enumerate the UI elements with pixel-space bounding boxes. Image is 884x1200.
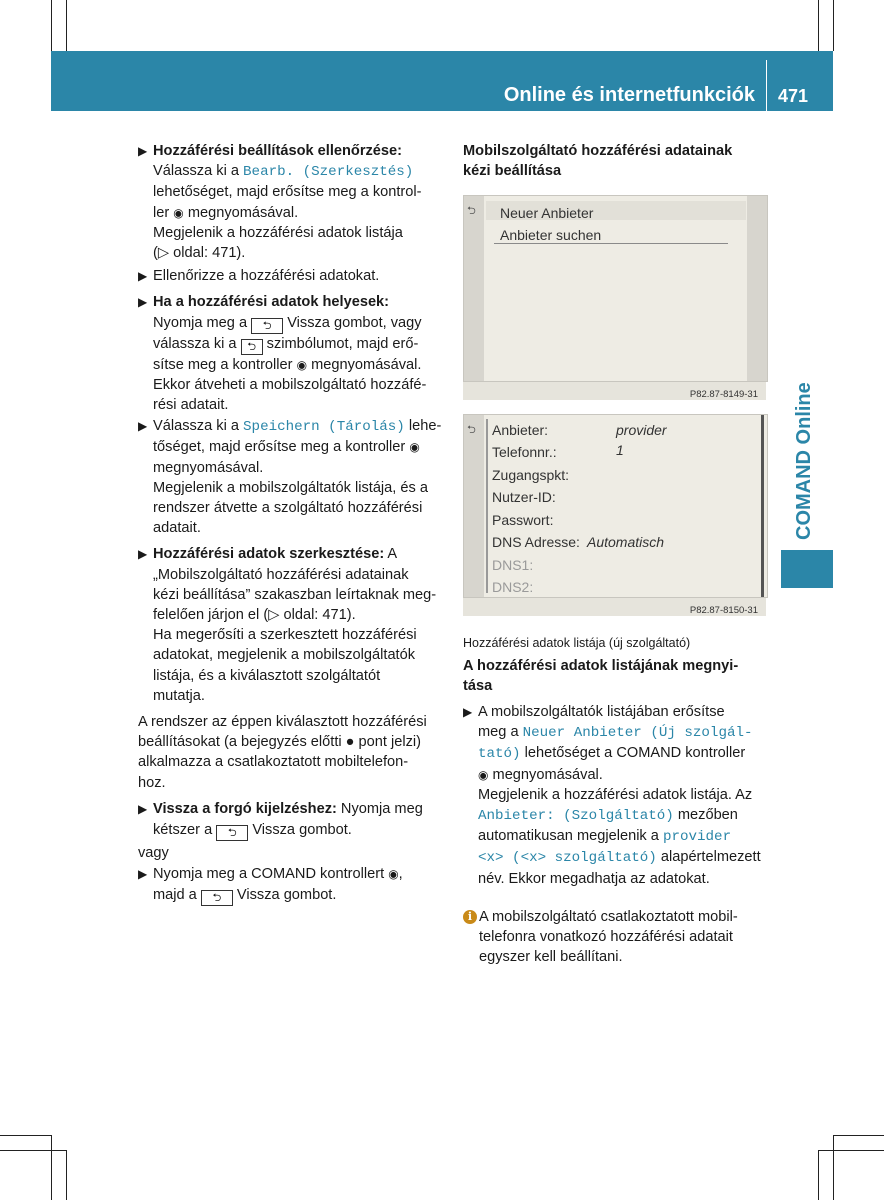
back-button-icon: ⮌ <box>216 825 248 841</box>
controller-press-icon: ◉ <box>296 357 308 372</box>
step-open-access-list: ▶ A mobilszolgáltatók listájában erősítse meg a Neuer Anbieter (Új szolgál- tató) lehetőséget a COMAND kontroller ◉ megnyomásával. Megjelenik a hozzáférési adatok listája. Az Anbieter: (Szolgáltató) mezőben automatikusan megjelenik a provider <x> (<x> szolgáltató) alapértelmezett név. Ekkor megadhatja az adatokat. <box>463 704 761 887</box>
back-symbol-icon: ⮌ <box>241 339 263 355</box>
step-verify: ▶ Ellenőrizze a hozzáférési adatokat. <box>138 266 444 286</box>
side-tab-marker <box>781 550 833 588</box>
menu-item-search-provider: Anbieter suchen <box>500 227 602 243</box>
crop-mark <box>0 1150 66 1151</box>
info-note: i A mobilszolgáltató csatlakoztatott mobil- telefonra vonatkozó hozzáférési adatait egyszer kell beállítani. <box>463 907 773 968</box>
controller-press-icon: ◉ <box>388 867 399 882</box>
step-save: ▶ Válassza ki a Speichern (Tárolás) lehe- tőséget, majd erősítse meg a kontroller ◉ megnyomásával. Megjelenik a mobilszolgáltatók listája, és a rendszer átvette a szolgáltató hozzáférési adatait. <box>138 418 442 537</box>
scrollbar <box>761 415 764 597</box>
side-section-label: COMAND Online <box>793 382 815 540</box>
header-divider <box>766 60 767 111</box>
crop-mark <box>818 1150 819 1200</box>
crop-mark <box>51 0 52 51</box>
right-column <box>463 141 773 967</box>
section-heading: A hozzáférési adatok listájának megnyi- tása <box>463 658 739 694</box>
menu-item-save: Speichern (Tárolás) <box>243 419 405 436</box>
field-access-point: Zugangspkt: <box>492 467 570 483</box>
arrow-icon: ▶ <box>138 269 148 284</box>
crop-mark <box>0 1135 51 1136</box>
arrow-icon: ▶ <box>463 705 473 719</box>
field-phone: Telefonnr.: <box>492 444 557 460</box>
image-code-bar <box>463 598 766 616</box>
section-heading: Mobilszolgáltató hozzáférési adatainak kézi beállítása <box>463 143 733 179</box>
back-icon: ⮌ <box>467 424 476 436</box>
controller-press-icon: ◉ <box>409 440 420 455</box>
arrow-icon: ▶ <box>138 419 148 434</box>
screen-access-data-list <box>463 414 768 598</box>
figure-caption: Hozzáférési adatok listája (új szolgáltató) <box>463 636 691 650</box>
step-title: Hozzáférési beállítások ellenőrzése: <box>153 143 403 159</box>
crop-mark <box>833 1135 834 1200</box>
back-button-icon: ⮌ <box>201 890 233 906</box>
back-button-icon: ⮌ <box>251 318 283 334</box>
info-icon: i <box>463 910 477 924</box>
image-code-bar <box>463 382 766 400</box>
field-dns1: DNS1: <box>492 557 534 573</box>
menu-item-new-provider-ref: Neuer Anbieter (Új szolgál- <box>522 725 753 742</box>
image-code: P82.87-8149-31 <box>689 389 758 400</box>
step-data-correct: ▶ Ha a hozzáférési adatok helyesek: Nyomja meg a ⮌ Vissza gombot, vagy válassza ki a ⮌ szimbólumot, majd erő- sítse meg a kontroller ◉ megnyomásával. Ekkor átveheti a mobilszolgáltató hozzáfé- rési adatait. <box>138 294 427 414</box>
controller-press-icon: ◉ <box>173 205 184 220</box>
crop-mark <box>66 0 67 51</box>
or-separator: vagy <box>138 845 169 862</box>
crop-mark <box>818 1150 884 1151</box>
arrow-icon: ▶ <box>138 867 148 882</box>
step-press-controller: ▶ Nyomja meg a COMAND kontrollert ◉, majd a ⮌ Vissza gombot. <box>138 866 403 904</box>
field-password: Passwort: <box>492 512 554 528</box>
controller-press-icon: ◉ <box>478 767 489 782</box>
step-edit-data: ▶ Hozzáférési adatok szerkesztése: A „Mobilszolgáltató hozzáférési adatainak kézi beállítása” szakaszban leírtaknak meg- felelően járjon el (▷ oldal: 471). Ha megerősíti a szerkesztett hozzáférési adatokat, megjelenik a mobilszolgáltatók listája, és a kiválasztott szolgáltatót mutatja. <box>138 546 437 704</box>
menu-item-new-provider: Neuer Anbieter <box>500 205 594 221</box>
note-paragraph: A rendszer az éppen kiválasztott hozzáférési beállításokat (a bejegyzés előtti ● pont jelzi) alkalmazza a csatlakoztatott mobiltelefon- hoz. <box>138 714 427 791</box>
menu-item-edit: Bearb. (Szerkesztés) <box>243 164 414 181</box>
arrow-icon: ▶ <box>138 547 148 562</box>
field-user-id: Nutzer-ID: <box>492 489 556 505</box>
step-check-settings: ▶ Hozzáférési beállítások ellenőrzése: Válassza ki a Bearb. (Szerkesztés) lehetőséget, majd erősítse meg a kontrol- ler ◉ megnyomásával. Megjelenik a hozzáférési adatok listája (▷ oldal: 471). <box>138 141 444 263</box>
arrow-icon: ▶ <box>138 295 148 310</box>
crop-mark <box>833 0 834 51</box>
crop-mark <box>818 0 819 51</box>
left-column <box>138 141 444 906</box>
step-return-display: ▶ Vissza a forgó kijelzéshez: Nyomja meg kétszer a ⮌ Vissza gombot. <box>138 800 423 840</box>
page-title: Online és internetfunkciók <box>503 84 755 106</box>
arrow-icon: ▶ <box>138 801 148 816</box>
field-ref-provider: Anbieter: (Szolgáltató) <box>478 808 674 825</box>
field-dns-address: DNS Adresse: Automatisch <box>492 534 665 550</box>
field-dns2: DNS2: <box>492 579 534 595</box>
arrow-icon: ▶ <box>138 144 148 158</box>
back-icon: ⮌ <box>467 205 476 217</box>
crop-mark <box>51 1135 52 1200</box>
screen-provider-menu <box>463 195 768 382</box>
page-number: 471 <box>778 86 809 106</box>
crop-mark <box>833 1135 884 1136</box>
field-provider: Anbieter: provider 1 <box>492 422 667 459</box>
crop-mark <box>66 1150 67 1200</box>
image-code: P82.87-8150-31 <box>689 605 758 616</box>
